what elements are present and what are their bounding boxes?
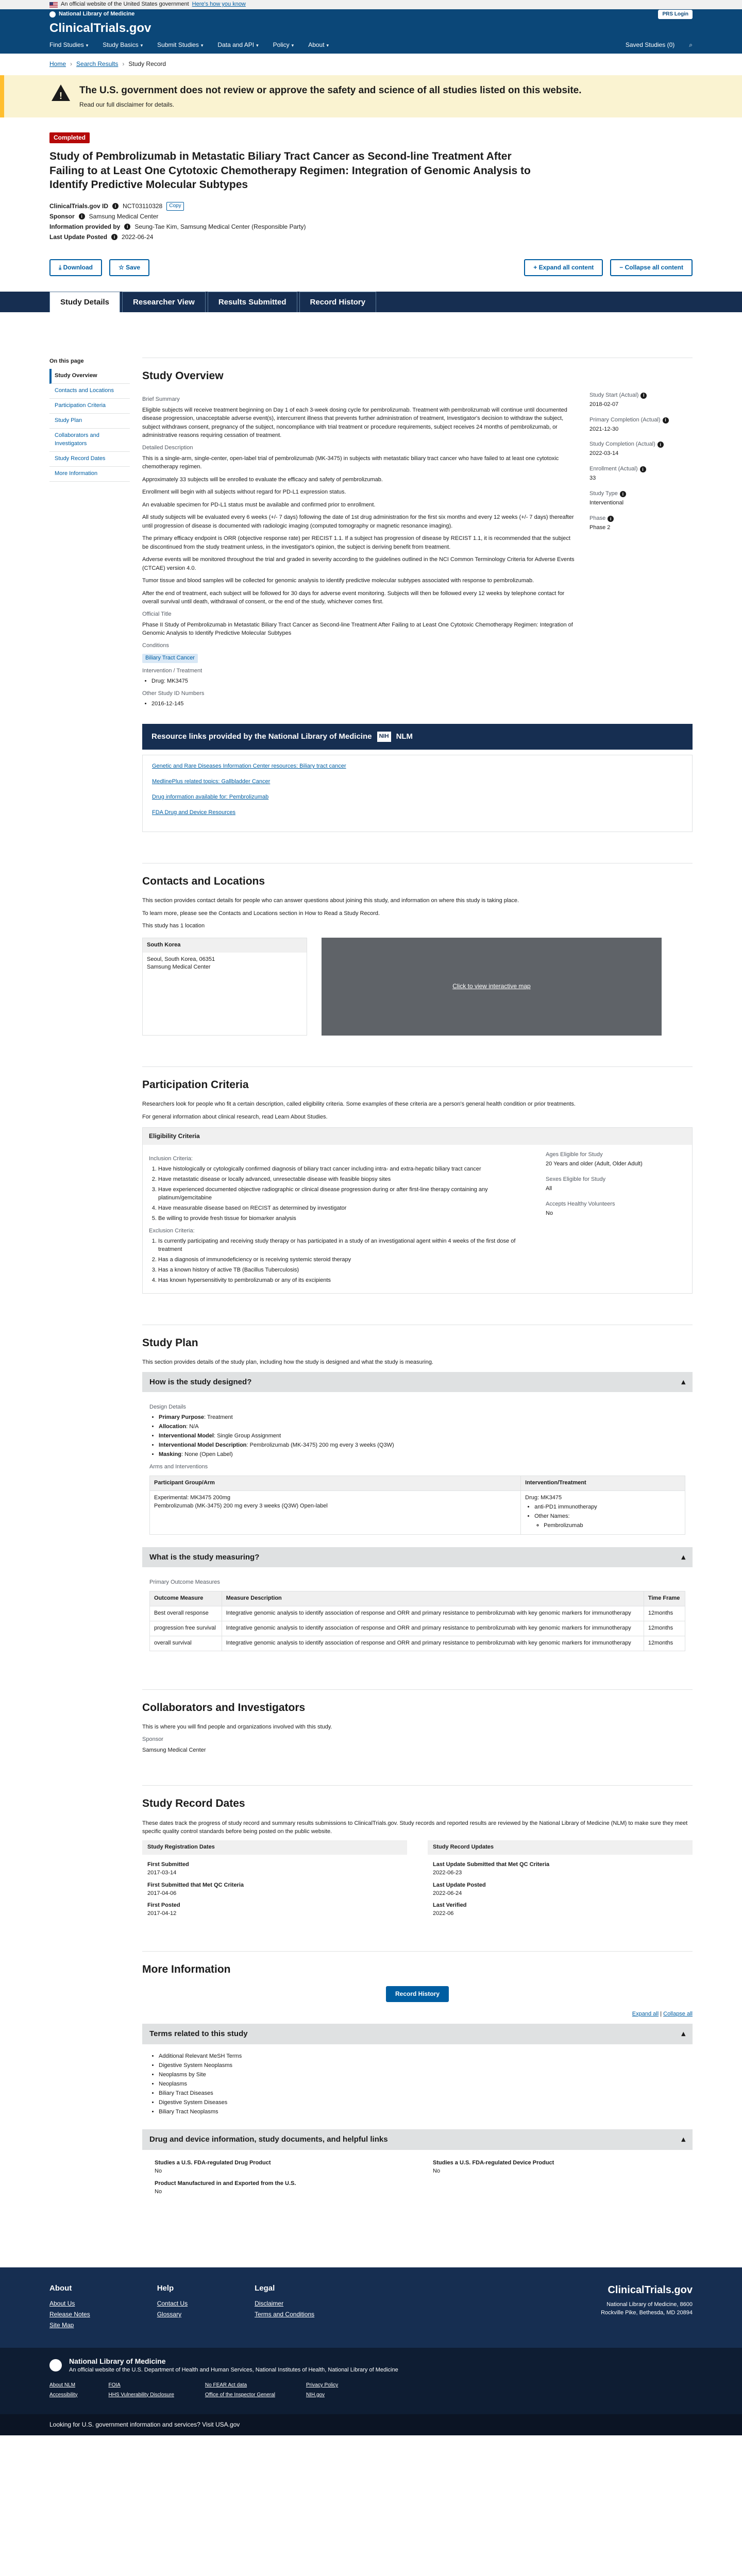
date-item: First Submitted that Met QC Criteria 2017-04-06	[147, 1882, 244, 1896]
nav-study-basics[interactable]: Study Basics ▾	[103, 41, 143, 49]
nav-submit-studies[interactable]: Submit Studies ▾	[157, 41, 204, 49]
inclusion-item: 5. Be willing to provide fresh tissue for biomarker analysis	[158, 1215, 535, 1223]
design-item: • Allocation: N/A	[159, 1423, 685, 1431]
breadcrumb-search-results[interactable]: Search Results	[76, 60, 119, 68]
gov-banner-text: An official website of the United States government	[61, 1, 189, 8]
footer-link[interactable]: NIH.gov	[306, 2392, 325, 2398]
location-region: South Korea	[143, 938, 307, 953]
nlm-logo-icon	[49, 2359, 62, 2371]
overview-facts	[589, 392, 693, 709]
info-icon[interactable]: i	[640, 393, 647, 399]
study-id: NCT03110328	[123, 202, 163, 210]
record-dates-section	[142, 1785, 693, 1920]
detail-paragraph: After the end of treatment, each subject will be followed for 30 days for adverse event monitoring. Subjects will then be followed every 12 weeks by telephone contact for overall survival until death, withdrawal of consent, or the end of the study, whichever comes first.	[142, 590, 565, 605]
date-item: First Submitted 2017-03-14	[147, 1861, 189, 1876]
footer-link[interactable]: About Us	[49, 2299, 75, 2307]
term-item[interactable]: • Neoplasms	[159, 2080, 685, 2089]
term-item[interactable]: • Biliary Tract Neoplasms	[159, 2108, 685, 2116]
eligibility-label: Ages Eligible for Study	[546, 1151, 603, 1158]
nlm-label[interactable]: National Library of Medicine	[59, 11, 135, 18]
info-icon[interactable]: i	[111, 234, 117, 240]
fda-link[interactable]: FDA Drug and Device Resources	[152, 809, 236, 816]
footer-link[interactable]: Accessibility	[49, 2392, 78, 2398]
plan-heading: Study Plan	[142, 1336, 198, 1349]
gov-banner	[0, 0, 742, 9]
design-accordion[interactable]: How is the study designed? ▴	[142, 1372, 693, 1393]
contacts-heading: Contacts and Locations	[142, 875, 265, 887]
tab-researcher-view[interactable]: Researcher View	[122, 292, 206, 313]
collab-heading: Collaborators and Investigators	[142, 1701, 306, 1714]
collab-text: This is where you will find people and organizations involved with this study.	[142, 1724, 332, 1731]
dates-text: These dates track the progress of study record and summary results submissions to ClinicalTrials.gov. Study records and reported results are reviewed by the National Library of Medicine (NLM) to make sure they meet specific quality control standards before being posted on the public website.	[142, 1820, 688, 1835]
info-icon[interactable]: i	[608, 516, 614, 522]
sidebar-item-more[interactable]: More Information	[49, 467, 130, 482]
detailed-description-label: Detailed Description	[142, 444, 193, 451]
contacts-section	[142, 863, 693, 1036]
study-overview-section	[142, 358, 693, 832]
location-count: This study has 1 location	[142, 923, 205, 929]
breadcrumb-current: Study Record	[128, 60, 166, 68]
participation-general: For general information about clinical research, read Learn About Studies.	[142, 1113, 328, 1120]
detail-paragraph: Tumor tissue and blood samples will be collected for genomic analysis to identify predictive molecular subtypes associated with response to pembrolizumab.	[142, 578, 534, 584]
condition-chip[interactable]: Biliary Tract Cancer	[142, 654, 198, 663]
breadcrumb	[49, 54, 693, 75]
fact-label: Study Start (Actual)	[589, 392, 639, 398]
location-city: Seoul, South Korea, 06351	[147, 956, 215, 962]
exclusion-label: Exclusion Criteria:	[149, 1227, 195, 1234]
arms-header: Participant Group/Arm	[150, 1476, 521, 1490]
main-content	[142, 358, 693, 2236]
sponsor-value: Samsung Medical Center	[89, 212, 159, 220]
info-icon[interactable]: i	[640, 466, 646, 472]
resource-links-body	[142, 755, 693, 832]
fact-value: 2018-02-07	[589, 401, 619, 408]
detail-paragraph: Approximately 33 subjects will be enrolled to evaluate the efficacy and safety of pembrolizumab.	[142, 476, 383, 483]
footer-about	[49, 2283, 90, 2332]
resource-links-header	[142, 724, 693, 750]
search-icon[interactable]: ⌕	[689, 41, 693, 49]
sidebar-item-plan[interactable]: Study Plan	[49, 414, 130, 429]
date-item: Last Update Submitted that Met QC Criteria 2022-06-23	[433, 1861, 550, 1876]
chevron-down-icon: ▾	[140, 43, 143, 48]
eligibility-title: Eligibility Criteria	[143, 1128, 692, 1145]
resource-title: Resource links provided by the National Library of Medicine	[151, 732, 372, 741]
exclusion-item: 2. Has a diagnosis of immunodeficiency or is receiving systemic steroid therapy	[158, 1256, 535, 1264]
footer-link[interactable]: About NLM	[49, 2382, 76, 2388]
minus-icon: −	[619, 263, 625, 271]
dates-heading: Study Record Dates	[142, 1798, 245, 1810]
heres-how-link[interactable]: Here's how you know	[192, 1, 246, 8]
drug-item: Product Manufactured in and Exported from the U.S. No	[155, 2180, 296, 2195]
notice-text: Read our full disclaimer for details.	[79, 101, 175, 109]
eligibility-value: No	[546, 1210, 553, 1217]
tab-results-submitted[interactable]: Results Submitted	[208, 292, 297, 313]
fact-label: Study Type	[589, 490, 618, 497]
drug-item: Studies a U.S. FDA-regulated Drug Product No	[155, 2160, 271, 2175]
nav-about[interactable]: About ▾	[308, 41, 329, 49]
conditions-label: Conditions	[142, 642, 169, 649]
info-provided-value: Seung-Tae Kim, Samsung Medical Center (Responsible Party)	[134, 223, 306, 230]
inclusion-item: 3. Have experienced documented objective radiographic or clinical disease progression during or after first-line therapy containing any platinum/gemcitabine	[158, 1186, 535, 1202]
copy-id-button[interactable]: Copy	[166, 202, 183, 211]
expand-all-link[interactable]: Expand all	[632, 2011, 659, 2018]
download-icon: ⤓	[59, 263, 63, 271]
footer-help-title: Help	[157, 2283, 174, 2293]
prs-login-button[interactable]: PRS Login	[658, 10, 693, 20]
collaborators-section	[142, 1689, 693, 1754]
sponsor-label: Sponsor	[49, 212, 75, 220]
registration-dates	[142, 1840, 407, 1921]
date-item: First Posted 2017-04-12	[147, 1902, 180, 1917]
bookmark-icon: ☆	[118, 263, 126, 271]
footer-legal-title: Legal	[255, 2283, 275, 2293]
outcome-label: Primary Outcome Measures	[149, 1579, 220, 1586]
info-icon[interactable]: i	[663, 417, 669, 423]
brief-summary: Eligible subjects will receive treatment beginning on Day 1 of each 3-week dosing cycle for pembrolizumab. Treatment with pembrolizumab will continue until documented disease progression, unacceptable adverse event(s), intercurrent illness that prevents further administration of treatment, Investigator's decision to withdraw the subject, subject withdraws consent, pregnancy of the subject, noncompliance with trial treatment or procedure requirements, subject receives 24 months of pembrolizumab, or administrative reasons requiring cessation of treatment.	[142, 406, 567, 439]
location-site: Samsung Medical Center	[147, 964, 211, 971]
record-history-button[interactable]: Record History	[386, 1986, 449, 2002]
arm-desc: Pembrolizumab (MK-3475) 200 mg every 3 weeks (Q3W) Open-label	[154, 1502, 328, 1509]
footer-link[interactable]: Glossary	[157, 2311, 182, 2318]
official-title: Phase II Study of Pembrolizumab in Metastatic Biliary Tract Cancer as Second-line Treatment After Failing to at Least One Cytotoxic Chemotherapy Regimen: Integration of Genomic Analysis to Identify Predictive Molecular Subtypes	[142, 621, 573, 637]
usa-gov-text[interactable]: Looking for U.S. government information and services? Visit USA.gov	[49, 2421, 240, 2429]
footer-address: National Library of Medicine, 8600 Rockville Pike, Bethesda, MD 20894	[601, 2301, 693, 2316]
participation-text: Researchers look for people who fit a certain description, called eligibility criteria. Some examples of these criteria are a person's general health condition or prior treatments.	[142, 1101, 576, 1108]
term-item[interactable]: • Digestive System Diseases	[159, 2099, 685, 2107]
drug-info-link[interactable]: Drug information available for: Pembrolizumab	[152, 793, 269, 800]
chevron-down-icon: ▾	[86, 43, 89, 48]
inclusion-item: 2. Have metastatic disease or locally advanced, unresectable disease with feasible biopsy sites	[158, 1176, 535, 1184]
nlm-logo: NLM	[396, 732, 413, 741]
detail-paragraph: Adverse events will be monitored throughout the trial and graded in severity according to the guidelines outlined in the NCI Common Terminology Criteria for Adverse Events (CTCAE) version 4.0.	[142, 556, 575, 571]
study-tabs	[0, 292, 742, 312]
fact-label: Enrollment (Actual)	[589, 466, 638, 472]
identifier-text: An official website of the U.S. Department of Health and Human Services, National Institutes of Health, National Library of Medicine	[69, 2367, 398, 2374]
chevron-up-icon: ▴	[681, 2029, 685, 2039]
study-title: Study of Pembrolizumab in Metastatic Biliary Tract Cancer as Second-line Treatment After Failing to at Least One Cytotoxic Chemotherapy Regimen: Integration of Genomic Analysis to Identify Predictive Molecular Subtypes	[49, 150, 531, 191]
fact-value: 2021-12-30	[589, 426, 619, 432]
other-ids-label: Other Study ID Numbers	[142, 690, 205, 697]
chevron-down-icon: ▾	[291, 43, 294, 48]
study-header	[49, 117, 693, 278]
term-item[interactable]: • Biliary Tract Diseases	[159, 2090, 685, 2098]
page-sidebar	[49, 358, 130, 2236]
fact-label: Phase	[589, 515, 606, 522]
registration-header: Study Registration Dates	[142, 1840, 407, 1855]
design-label: Design Details	[149, 1404, 186, 1411]
outcome-header: Outcome Measure	[150, 1591, 222, 1606]
collapse-all-link[interactable]: Collapse all	[663, 2011, 693, 2018]
identifier-title[interactable]: National Library of Medicine	[69, 2357, 166, 2365]
footer-link[interactable]: HHS Vulnerability Disclosure	[108, 2392, 174, 2398]
info-provided-label: Information provided by	[49, 223, 121, 230]
map-label[interactable]: Click to view interactive map	[452, 982, 531, 990]
overview-heading: Study Overview	[142, 370, 224, 382]
contacts-text: This section provides contact details for people who can answer questions about joining this study, and information on where this study is taking place.	[142, 897, 519, 904]
footer-legal	[255, 2283, 314, 2332]
design-item: • Masking: None (Open Label)	[159, 1451, 685, 1459]
collapse-all-button[interactable]: − Collapse all content	[610, 259, 693, 276]
footer-link[interactable]: Contact Us	[157, 2299, 188, 2307]
arms-table	[149, 1476, 685, 1535]
design-item: • Primary Purpose: Treatment	[159, 1414, 685, 1422]
measure-accordion[interactable]: What is the study measuring? ▴	[142, 1547, 693, 1568]
eligibility-value: All	[546, 1185, 552, 1192]
last-update-label: Last Update Posted	[49, 233, 108, 241]
medlineplus-link[interactable]: MedlinePlus related topics: Gallbladder Cancer	[152, 778, 271, 785]
site-footer	[0, 2267, 742, 2436]
table-row: Best overall response Integrative genomic analysis to identify association of response and ORR and primary resistance to pembrolizumab with key genomic markers for immunotherapy 12months	[150, 1606, 685, 1621]
nlm-identifier	[0, 2348, 742, 2414]
info-icon[interactable]: i	[79, 213, 85, 219]
arms-header: Intervention/Treatment	[521, 1476, 685, 1490]
tab-study-details[interactable]: Study Details	[49, 292, 120, 313]
location-map[interactable]	[322, 938, 662, 1036]
date-item: Last Verified 2022-06	[433, 1902, 467, 1917]
footer-link[interactable]: Terms and Conditions	[255, 2311, 315, 2318]
nav-data-api[interactable]: Data and API ▾	[217, 41, 259, 49]
location-list	[142, 938, 307, 1036]
drug-accordion[interactable]: Drug and device information, study documents, and helpful links ▴	[142, 2129, 693, 2150]
fact-value: Interventional	[589, 500, 624, 506]
expand-all-button[interactable]: + Expand all content	[524, 259, 603, 276]
more-heading: More Information	[142, 1963, 231, 1976]
study-plan-section	[142, 1325, 693, 1658]
detail-paragraph: All study subjects will be evaluated every 6 weeks (+/- 7 days) following the date of 1st drug administration for the first six months and every 12 weeks (+/- 7 days) thereafter until progression of disease is documented with radiologic imaging (computed tomography or magnetic resonance imaging).	[142, 514, 574, 529]
saved-studies-link[interactable]: Saved Studies (0)	[625, 41, 675, 49]
terms-accordion[interactable]: Terms related to this study ▴	[142, 2024, 693, 2044]
id-label: ClinicalTrials.gov ID	[49, 202, 109, 210]
sidebar-title: On this page	[49, 358, 84, 365]
plan-text: This section provides details of the study plan, including how the study is designed and what the study is measuring.	[142, 1359, 433, 1366]
updates-header: Study Record Updates	[428, 1840, 693, 1855]
nav-policy[interactable]: Policy ▾	[273, 41, 294, 49]
notice-title: The U.S. government does not review or approve the safety and science of all studies listed on this website.	[79, 84, 582, 96]
fact-label: Study Completion (Actual)	[589, 441, 655, 448]
eligibility-label: Accepts Healthy Volunteers	[546, 1201, 615, 1208]
warning-icon	[52, 84, 70, 101]
footer-logo[interactable]: ClinicalTrials.gov	[608, 2284, 693, 2296]
other-name: ◦ Pembrolizumab	[544, 1522, 681, 1530]
sidebar-item-collaborators[interactable]: Collaborators and Investigators	[49, 429, 130, 452]
info-icon[interactable]: i	[657, 442, 664, 448]
footer-link[interactable]: Disclaimer	[255, 2299, 284, 2307]
footer-link[interactable]: Privacy Policy	[306, 2382, 339, 2388]
inclusion-item: 1. Have histologically or cytologically confirmed diagnosis of biliary tract cancer including intra- and extra-hepatic biliary tract cancer	[158, 1165, 535, 1174]
arms-label: Arms and Interventions	[149, 1463, 208, 1470]
eligibility-label: Sexes Eligible for Study	[546, 1176, 606, 1183]
footer-brand	[589, 2283, 693, 2332]
footer-link[interactable]: Site Map	[49, 2321, 74, 2329]
table-row	[150, 1490, 685, 1534]
drug-item: Studies a U.S. FDA-regulated Device Product No	[433, 2160, 554, 2175]
table-row: overall survival Integrative genomic analysis to identify association of response and ORR and primary resistance to pembrolizumab with key genomic markers for immunotherapy 12months	[150, 1636, 685, 1651]
site-logo[interactable]: ClinicalTrials.gov	[49, 21, 151, 35]
fact-label: Primary Completion (Actual)	[589, 416, 661, 423]
inclusion-label: Inclusion Criteria:	[149, 1156, 193, 1162]
save-button[interactable]: ☆ Save	[109, 259, 149, 276]
design-item: • Interventional Model Description: Pembrolizumab (MK-3475) 200 mg every 3 weeks (Q3W)	[159, 1442, 685, 1450]
official-title-label: Official Title	[142, 611, 172, 617]
info-icon[interactable]: i	[112, 203, 119, 209]
exclusion-item: 1. Is currently participating and receiving study therapy or has participated in a study of an investigational agent within 4 weeks of the first dose of treatment	[158, 1238, 535, 1254]
exclusion-item: 4. Has known hypersensitivity to pembrolizumab or any of its excipients	[158, 1277, 535, 1285]
other-id-item: • 2016-12-145	[151, 700, 575, 708]
chevron-up-icon: ▴	[681, 1377, 685, 1386]
arm-name: Experimental: MK3475 200mg	[154, 1494, 230, 1501]
outcome-header: Measure Description	[222, 1591, 644, 1606]
brief-summary-label: Brief Summary	[142, 396, 180, 402]
breadcrumb-home[interactable]: Home	[49, 60, 66, 68]
genetics-link[interactable]: Genetic and Rare Diseases Information Center resources: Biliary tract cancer	[152, 762, 346, 769]
fact-value: 33	[589, 475, 596, 482]
eligibility-value: 20 Years and older (Adult, Older Adult)	[546, 1161, 643, 1167]
footer-link[interactable]: FOIA	[108, 2382, 121, 2388]
info-icon[interactable]: i	[124, 224, 130, 230]
table-row: progression free survival Integrative genomic analysis to identify association of response and ORR and primary resistance to pembrolizumab with key genomic markers for immunotherapy 12months	[150, 1621, 685, 1636]
nav-find-studies[interactable]: Find Studies ▾	[49, 41, 89, 49]
fact-value: Phase 2	[589, 524, 611, 531]
info-icon[interactable]: i	[620, 491, 626, 497]
detail-paragraph: Enrollment will begin with all subjects without regard for PD-L1 expression status.	[142, 489, 346, 496]
sidebar-item-dates[interactable]: Study Record Dates	[49, 452, 130, 467]
location-item[interactable]	[143, 953, 307, 975]
term-item: • Additional Relevant MeSH Terms	[159, 2053, 685, 2061]
chevron-up-icon: ▴	[681, 2135, 685, 2144]
collab-sponsor: Samsung Medical Center	[142, 1747, 206, 1753]
chevron-down-icon: ▾	[200, 43, 204, 48]
fact-value: 2022-03-14	[589, 450, 619, 457]
chevron-down-icon: ▾	[256, 43, 259, 48]
term-item[interactable]: • Digestive System Neoplasms	[159, 2062, 685, 2070]
plus-icon: +	[533, 263, 539, 271]
footer-link[interactable]: Release Notes	[49, 2311, 90, 2318]
us-flag-icon	[49, 2, 58, 8]
collab-sponsor-label: Sponsor	[142, 1736, 163, 1742]
nih-logo: NIH	[377, 732, 391, 742]
footer-link[interactable]: Office of the Inspector General	[205, 2392, 275, 2398]
intervention-label: Intervention / Treatment	[142, 668, 203, 674]
detail-paragraph: The primary efficacy endpoint is ORR (objective response rate) per RECIST 1.1. If a subject has progression of disease by RECIST 1.1, it is recommended that the subject be discontinued from the study treatment unless, in the investigator's opinion, the subject is deriving benefit from treatment.	[142, 535, 570, 550]
eligibility-panel	[142, 1127, 693, 1294]
exclusion-item: 3. Has a known history of active TB (Bacillus Tuberculosis)	[158, 1266, 535, 1275]
more-info-section: More Information Record History Expand all | Collapse all Terms related to this study ▴ • Additional Relevant MeSH Terms • Digestive System Neoplasms • Neoplasms by Site • Neoplasms • Biliary Tract Diseases • Digestive System Diseases • Biliary Tract Neoplasms Drug and device information, study documents, and helpful links ▴ Studies a U.S. FDA-regulated Drug Product No Product Manufactured in and Exported from the U.S. No Studies a U.S. FDA-regulated Device Product No	[142, 1951, 693, 2206]
participation-section	[142, 1066, 693, 1294]
outcomes-table	[149, 1591, 685, 1651]
nlm-logo-icon	[49, 11, 56, 18]
download-button[interactable]: ⤓ Download	[49, 259, 102, 276]
chevron-down-icon: ▾	[326, 43, 329, 48]
chevron-up-icon: ▴	[681, 1552, 685, 1562]
chevron-right-icon: ›	[70, 60, 73, 68]
outcome-header: Time Frame	[644, 1591, 685, 1606]
contacts-learn: To learn more, please see the Contacts and Locations section in How to Read a Study Record.	[142, 910, 380, 917]
main-nav	[49, 37, 693, 54]
status-badge: Completed	[49, 132, 90, 143]
usa-gov-bar	[0, 2414, 742, 2435]
design-item: • Interventional Model: Single Group Assignment	[159, 1432, 685, 1440]
tab-record-history[interactable]: Record History	[299, 292, 377, 313]
inclusion-item: 4. Have measurable disease based on RECIST as determined by investigator	[158, 1205, 535, 1213]
participation-heading: Participation Criteria	[142, 1078, 249, 1091]
footer-help	[157, 2283, 188, 2332]
date-item: Last Update Posted 2022-06-24	[433, 1882, 486, 1896]
other-names: • Other Names: ◦ Pembrolizumab	[534, 1513, 681, 1530]
site-header	[0, 9, 742, 54]
footer-about-title: About	[49, 2283, 72, 2293]
last-update-value: 2022-06-24	[122, 233, 154, 241]
intervention-desc: • anti-PD1 immunotherapy	[534, 1503, 681, 1512]
disclaimer-notice	[0, 75, 742, 117]
chevron-right-icon: ›	[122, 60, 125, 68]
sidebar-item-overview[interactable]: Study Overview	[49, 369, 130, 384]
intervention-name: Drug: MK3475	[525, 1494, 562, 1501]
term-item[interactable]: • Neoplasms by Site	[159, 2071, 685, 2079]
sidebar-item-contacts[interactable]: Contacts and Locations	[49, 384, 130, 399]
detail-paragraph: An evaluable specimen for PD-L1 status must be available and confirmed prior to enrollment.	[142, 501, 376, 508]
sidebar-item-participation[interactable]: Participation Criteria	[49, 399, 130, 414]
intervention-item: • Drug: MK3475	[151, 677, 575, 686]
footer-link[interactable]: No FEAR Act data	[205, 2382, 247, 2388]
record-updates	[428, 1840, 693, 1921]
detail-paragraph: This is a single-arm, single-center, open-label trial of pembrolizumab (MK-3475) in subjects with metastatic biliary tract cancer who have failed to at least one cytotoxic chemotherapy regimen.	[142, 455, 559, 470]
